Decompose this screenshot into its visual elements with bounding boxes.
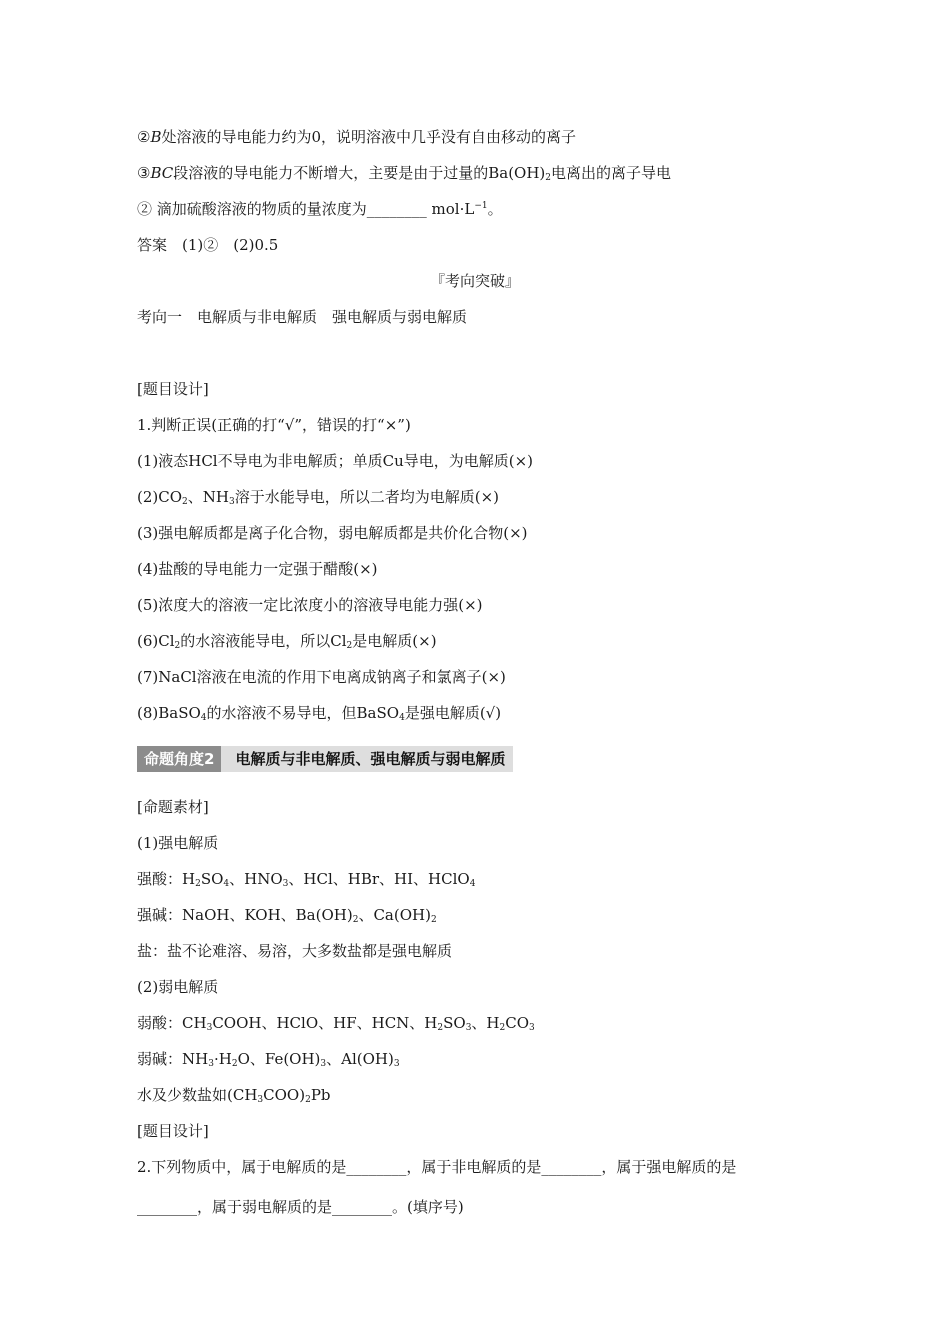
salts-line: 盐：盐不论难溶、易溶，大多数盐都是强电解质 <box>137 942 453 960</box>
item-text: (6)Cl <box>137 632 175 650</box>
formula: COOH、HClO、HF、HCN、H <box>212 1014 438 1032</box>
subscript: 2 <box>499 1023 506 1033</box>
subscript: 4 <box>200 713 207 723</box>
subscript: 2 <box>174 641 181 651</box>
weak-acids <box>137 1012 535 1034</box>
subscript: 3 <box>282 879 289 889</box>
q1-item-5: (5)浓度大的溶液一定比浓度小的溶液导电能力强(×) <box>137 596 483 614</box>
formula: NaOH、KOH、Ba(OH) <box>182 906 353 924</box>
subscript: 2 <box>346 641 353 651</box>
formula: 、H <box>471 1014 500 1032</box>
subscript: 2 <box>305 1095 311 1105</box>
item-text: 、NH <box>187 488 229 506</box>
weak-bases <box>137 1048 400 1070</box>
subscript: 4 <box>223 879 230 889</box>
question-end: 。 <box>487 200 503 218</box>
question-concentration <box>137 198 503 220</box>
q1-item-7: (7)NaCl溶液在电流的作用下电离成钠离子和氯离子(×) <box>137 668 506 686</box>
superscript: −1 <box>474 201 488 211</box>
item-text: (2)CO <box>137 488 183 506</box>
q1-item-8 <box>137 702 501 724</box>
subscript: 2 <box>430 915 437 925</box>
subscript: 3 <box>228 497 235 507</box>
subscript: 3 <box>465 1023 472 1033</box>
subscript: 4 <box>399 713 405 723</box>
formula: H <box>182 870 196 888</box>
item-text: 的水溶液不易导电，但BaSO <box>206 704 400 722</box>
banner-title: 电解质与非电解质、强电解质与弱电解质 <box>221 746 513 772</box>
q2-line-1: 2.下列物质中，属于电解质的是________，属于非电解质的是________，属于强电解质的是 <box>137 1158 737 1176</box>
statement-3 <box>137 162 671 184</box>
item-text: 溶于水能导电，所以二者均为电解质(×) <box>234 488 499 506</box>
question-text: ② 滴加硫酸溶液的物质的量浓度为________ mol·L <box>137 200 475 218</box>
q1-stem: 1.判断正误(正确的打“√”，错误的打“×”) <box>137 416 411 434</box>
category-label: 弱酸： <box>137 1014 183 1032</box>
formula: 水及少数盐如(CH <box>137 1086 258 1104</box>
formula: 、HCl、HBr、HI、HClO <box>288 870 470 888</box>
formula: Pb <box>310 1086 331 1104</box>
formula: O、Fe(OH) <box>237 1050 321 1068</box>
q1-item-2 <box>137 486 499 508</box>
q1-item-3: (3)强电解质都是离子化合物，弱电解质都是共价化合物(×) <box>137 524 528 542</box>
statement-text: 电离出的离子导电 <box>551 164 672 182</box>
formula: CH <box>182 1014 207 1032</box>
formula: COO) <box>263 1086 306 1104</box>
formula: 、Ca(OH) <box>358 906 431 924</box>
section-heading: 『考向突破』 <box>429 272 520 290</box>
banner-tag: 命题角度2 <box>137 746 221 772</box>
design-label-2: [题目设计] <box>137 1122 209 1140</box>
subscript: 3 <box>320 1059 327 1069</box>
segment-label: BC <box>150 164 174 182</box>
category-label: 弱碱： <box>137 1050 183 1068</box>
direction-title: 考向一 电解质与非电解质 强电解质与弱电解质 <box>137 308 468 326</box>
strong-electrolyte-heading: (1)强电解质 <box>137 834 219 852</box>
subscript: 2 <box>352 915 359 925</box>
weak-electrolyte-heading: (2)弱电解质 <box>137 978 219 996</box>
formula: CO <box>505 1014 530 1032</box>
item-text: 的水溶液能导电，所以Cl <box>180 632 347 650</box>
subscript: 2 <box>545 173 552 183</box>
subscript: 2 <box>195 879 201 889</box>
formula: 、Al(OH) <box>326 1050 394 1068</box>
water-and-salts <box>137 1084 331 1106</box>
q1-item-4: (4)盐酸的导电能力一定强于醋酸(×) <box>137 560 378 578</box>
circled-number: ② <box>137 128 151 146</box>
subscript: 3 <box>529 1023 535 1033</box>
category-label: 强碱： <box>137 906 183 924</box>
circled-number: ③ <box>137 164 151 182</box>
subscript: 2 <box>182 497 188 507</box>
q2-line-2: ________，属于弱电解质的是________。(填序号) <box>137 1198 464 1216</box>
formula: 、HNO <box>229 870 283 888</box>
q1-item-6 <box>137 630 437 652</box>
strong-bases <box>137 904 437 926</box>
point-label: B <box>150 128 162 146</box>
statement-2 <box>137 126 576 148</box>
subscript: 3 <box>393 1059 400 1069</box>
design-label: [题目设计] <box>137 380 209 398</box>
material-label: [命题素材] <box>137 798 209 816</box>
formula: SO <box>200 870 224 888</box>
subscript: 2 <box>231 1059 238 1069</box>
topic-banner <box>137 746 513 772</box>
statement-text: 处溶液的导电能力约为0，说明溶液中几乎没有自由移动的离子 <box>161 128 577 146</box>
subscript: 4 <box>469 879 476 889</box>
item-text: 是强电解质(√) <box>404 704 502 722</box>
answer-line: 答案 (1)② (2)0.5 <box>137 236 279 254</box>
item-text: 是电解质(×) <box>352 632 437 650</box>
formula: ·H <box>213 1050 232 1068</box>
subscript: 3 <box>257 1095 264 1105</box>
strong-acids <box>137 868 475 890</box>
statement-text: 段溶液的导电能力不断增大，主要是由于过量的Ba(OH) <box>173 164 546 182</box>
formula: SO <box>443 1014 466 1032</box>
subscript: 2 <box>437 1023 444 1033</box>
formula: NH <box>182 1050 209 1068</box>
subscript: 3 <box>208 1059 214 1069</box>
subscript: 3 <box>206 1023 213 1033</box>
item-text: (8)BaSO <box>137 704 201 722</box>
category-label: 强酸： <box>137 870 183 888</box>
q1-item-1: (1)液态HCl不导电为非电解质；单质Cu导电，为电解质(×) <box>137 452 534 470</box>
